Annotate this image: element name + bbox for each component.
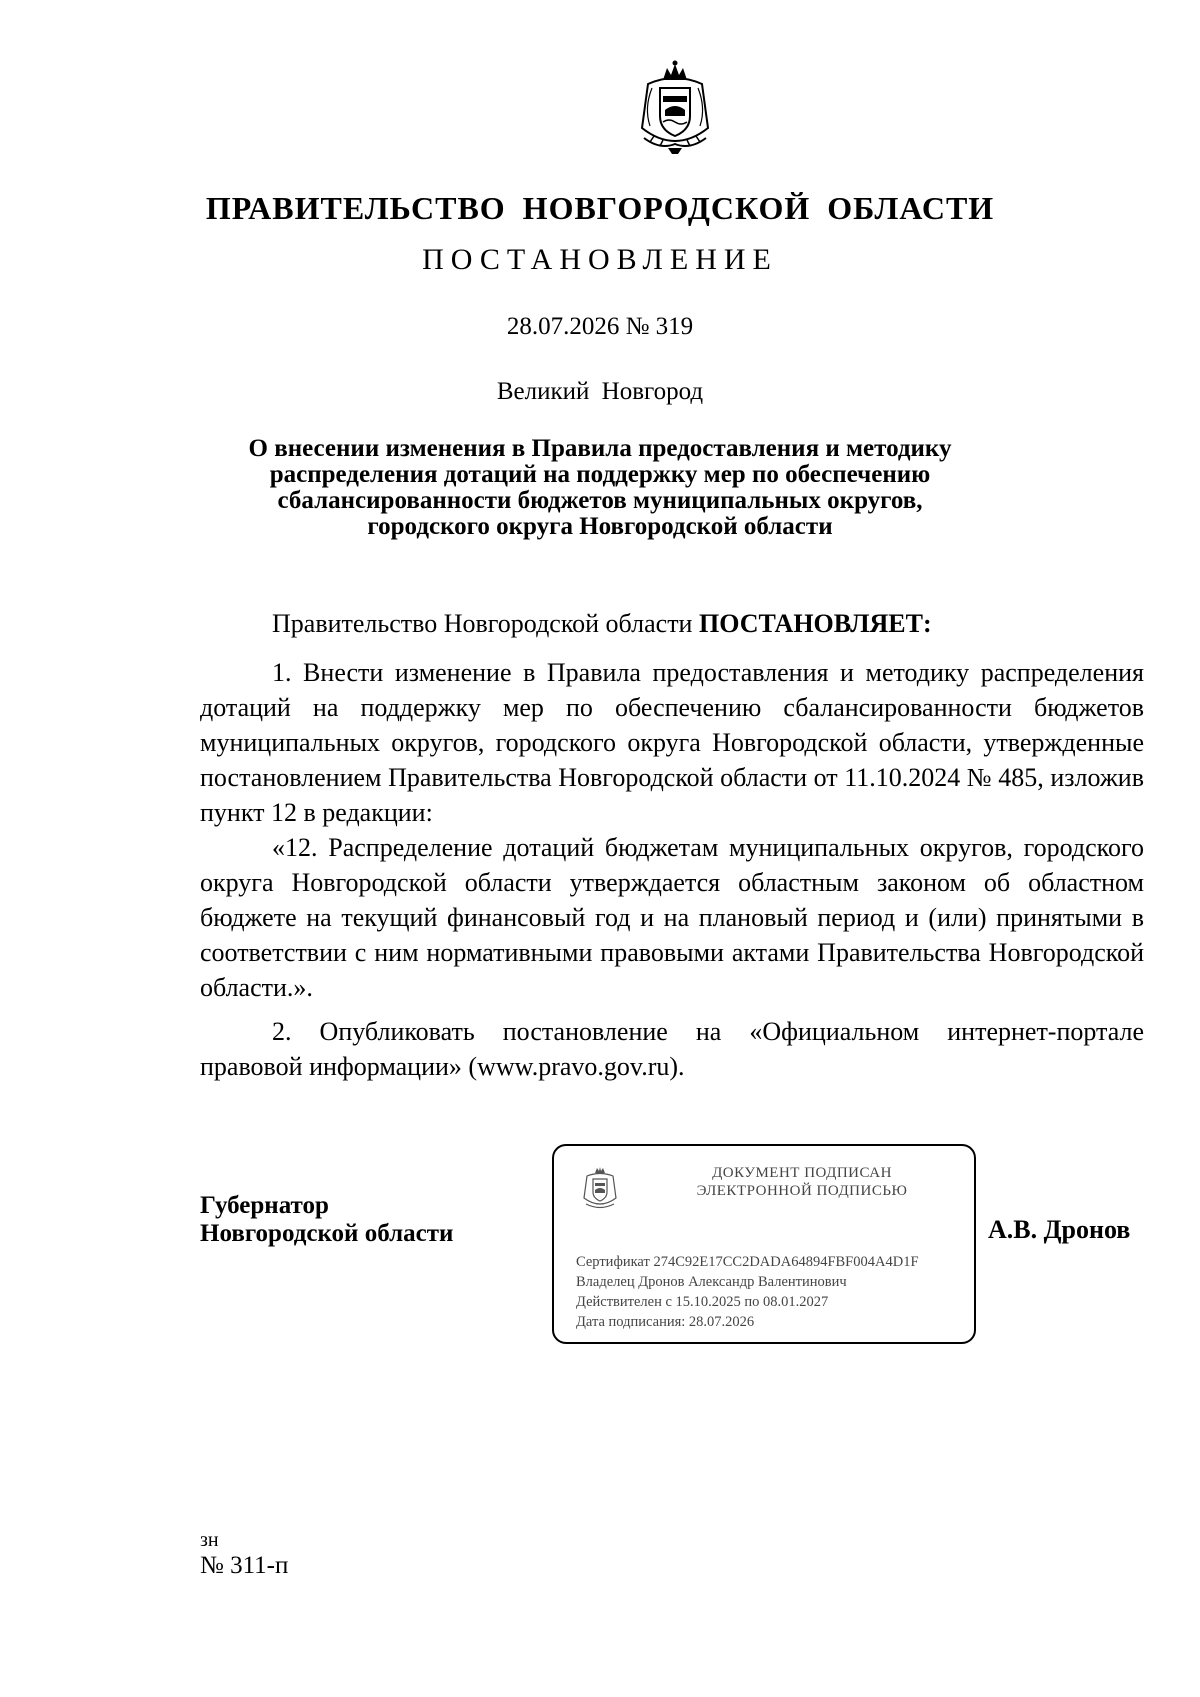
stamp-heading-line: ЭЛЕКТРОННОЙ ПОДПИСЬЮ: [696, 1183, 908, 1199]
document-date-number: 28.07.2026 № 319: [506, 313, 694, 340]
coat-of-arms-emblem: [630, 58, 720, 158]
position-line: Губернатор: [200, 1192, 329, 1219]
position-line: Новгородской области: [200, 1220, 454, 1247]
paragraph-1-text: 1. Внести изменение в Правила предоставления и методику распределения дотаций на поддержку мер по обеспечению сбалансированности бюджетов муниципальных округов, городского округа Новгородской области, утвержденные постановлением Правительства Новгородской области от 11.10.2024 № 485, изложив пункт 12 в редакции:: [200, 658, 1144, 827]
government-title: ПРАВИТЕЛЬСТВО НОВГОРОДСКОЙ ОБЛАСТИ: [205, 190, 995, 226]
stamp-validity: Действителен с 15.10.2025 по 08.01.2027: [576, 1294, 829, 1310]
preamble-resolves: ПОСТАНОВЛЯЕТ:: [698, 609, 932, 638]
paragraph-2: 2. Опубликовать постановление на «Официальном интернет-портале правовой информации» (www.pravo.gov.ru).: [200, 1017, 1144, 1081]
document-city: Великий Новгород: [496, 378, 704, 405]
electronic-signature-stamp: [552, 1144, 976, 1344]
stamp-certificate: Сертификат 274C92E17CC2DADA64894FBF004A4D1F: [576, 1254, 919, 1270]
subject-line: сбалансированности бюджетов муниципальных округов,: [277, 487, 923, 514]
footer-number: № 311-п: [200, 1552, 289, 1579]
paragraph-1: [200, 655, 1144, 1005]
stamp-emblem-icon: [580, 1166, 620, 1212]
stamp-heading: [674, 1164, 930, 1200]
footer-code: зн: [200, 1529, 219, 1551]
preamble-text: Правительство Новгородской области: [272, 609, 699, 638]
document-subject: [200, 436, 1000, 540]
paragraph-quote-text: «12. Распределение дотаций бюджетам муниципальных округов, городского округа Новгородской области утверждается областным законом об областном бюджете на текущий финансовый год и на плановый период и (или) принятыми в соответствии с ним нормативными правовыми актами Правительства Новгородской области.».: [200, 833, 1144, 1002]
signatory-position: [200, 1192, 453, 1248]
subject-line: распределения дотаций на поддержку мер по обеспечению: [269, 461, 931, 488]
subject-line: О внесении изменения в Правила предоставления и методику: [248, 435, 952, 462]
subject-line: городского округа Новгородской области: [367, 513, 833, 540]
preamble: [200, 606, 1200, 641]
document-type: ПОСТАНОВЛЕНИЕ: [422, 243, 778, 276]
stamp-heading-line: ДОКУМЕНТ ПОДПИСАН: [712, 1165, 892, 1181]
signatory-name: А.В. Дронов: [988, 1215, 1131, 1244]
stamp-signed-date: Дата подписания: 28.07.2026: [576, 1314, 755, 1330]
stamp-owner: Владелец Дронов Александр Валентинович: [576, 1274, 847, 1290]
stamp-details: [576, 1252, 976, 1332]
